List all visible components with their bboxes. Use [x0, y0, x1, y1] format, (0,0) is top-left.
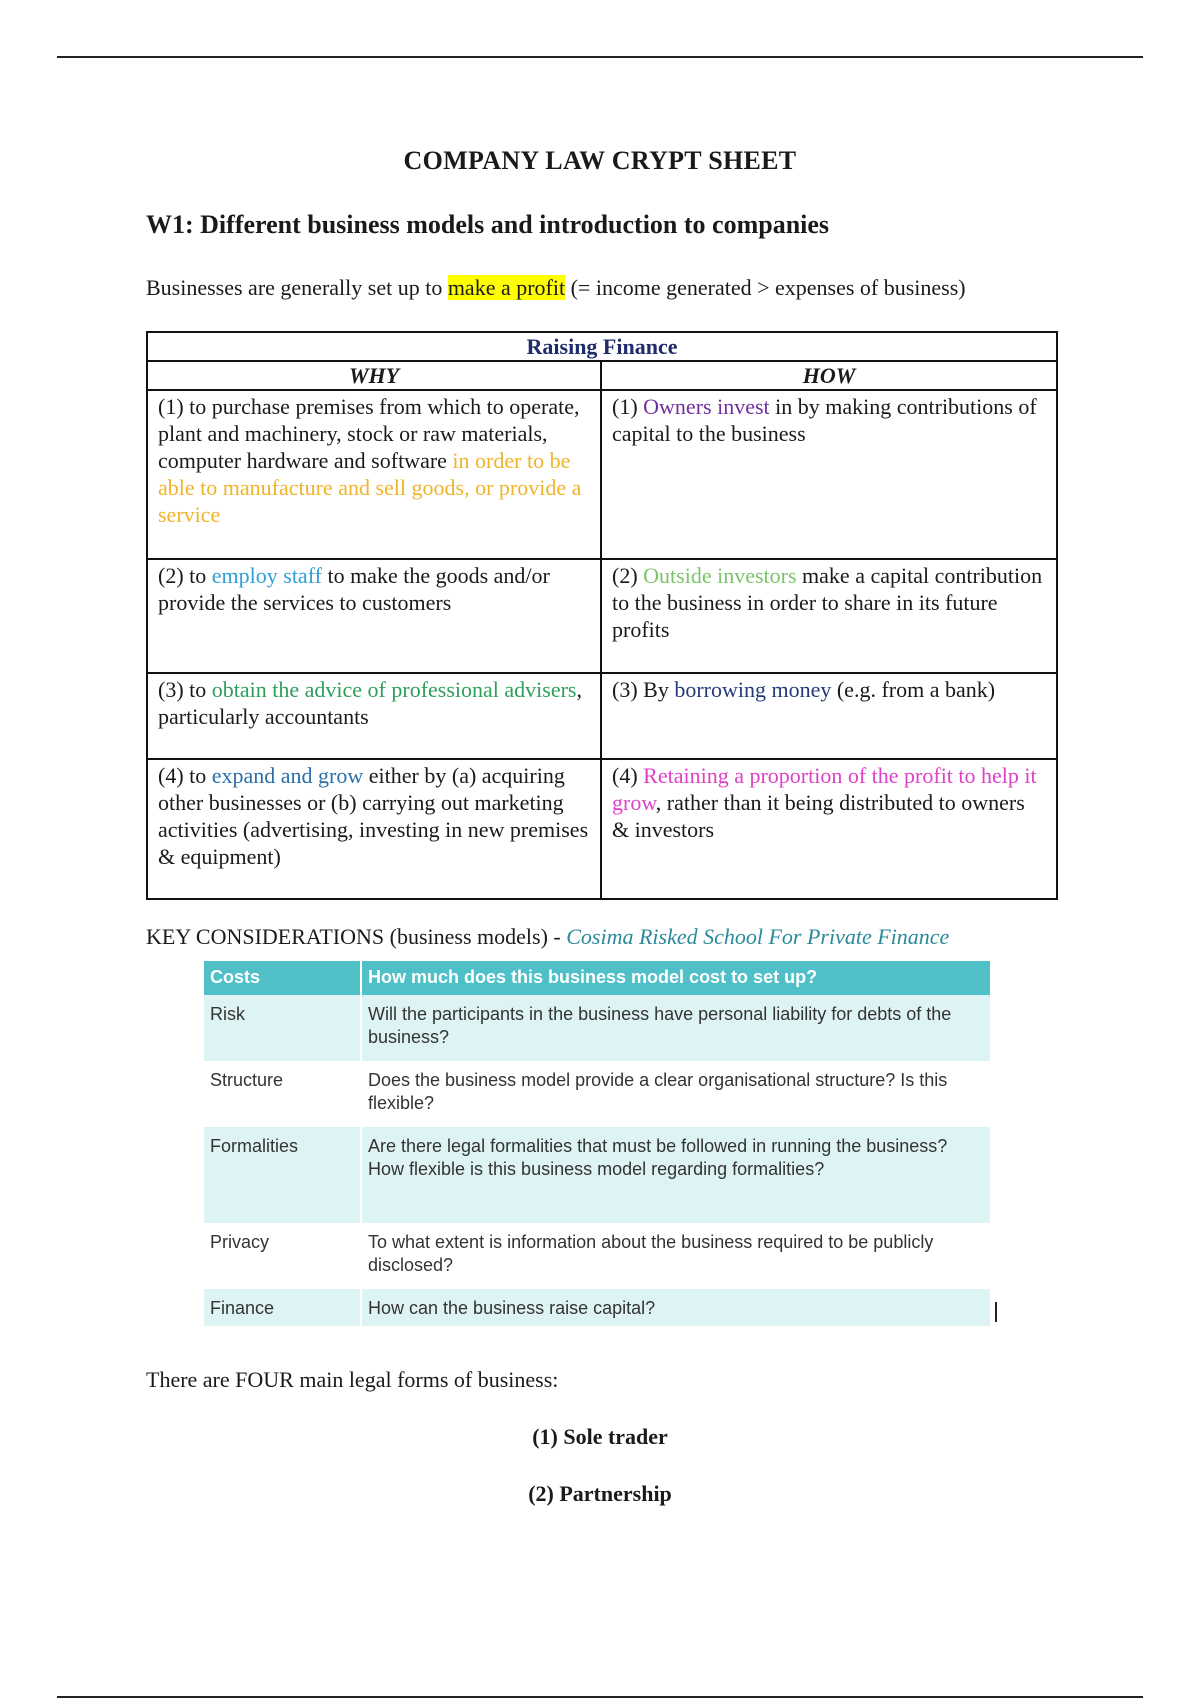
intro-before: Businesses are generally set up to [146, 275, 448, 300]
intro-highlight: make a profit [447, 275, 566, 300]
table-row [147, 759, 1057, 899]
header-term: Costs [203, 961, 361, 995]
legal-form-item: (1) Sole trader [532, 1424, 668, 1449]
document-title: COMPANY LAW CRYPT SHEET [403, 146, 797, 175]
why-cell: (1) to purchase premises from which to operate, plant and machinery, stock or raw materials, computer hardware and software in order to be able to manufacture and sell goods, or provide a service [147, 390, 601, 559]
key-considerations-heading: KEY CONSIDERATIONS (business models) - Cosima Risked School For Private Finance [146, 924, 950, 949]
how-cell: (3) By borrowing money (e.g. from a bank) [601, 673, 1057, 759]
header-question: How much does this business model cost to set up? [361, 961, 990, 995]
question-cell: To what extent is information about the business required to be publicly disclosed? [361, 1223, 990, 1289]
table-row [147, 390, 1057, 559]
raising-finance-table [146, 331, 1058, 900]
table-row [147, 559, 1057, 673]
question-cell: How can the business raise capital? [361, 1289, 990, 1326]
legal-forms-intro: There are FOUR main legal forms of business: [146, 1367, 559, 1392]
section-heading: W1: Different business models and introduction to companies [146, 210, 830, 239]
how-cell: (4) Retaining a proportion of the profit to help it grow, rather than it being distributed to owners & investors [601, 759, 1057, 899]
table-row [203, 1127, 990, 1223]
key-considerations-table [202, 961, 990, 1326]
finance-table-title: Raising Finance [147, 332, 1057, 361]
question-cell: Does the business model provide a clear organisational structure? Is this flexible? [361, 1061, 990, 1127]
why-header: WHY [147, 361, 601, 390]
why-cell: (4) to expand and grow either by (a) acquiring other businesses or (b) carrying out marketing activities (advertising, investing in new premises & equipment) [147, 759, 601, 899]
how-cell: (2) Outside investors make a capital contribution to the business in order to share in its future profits [601, 559, 1057, 673]
legal-form-item: (2) Partnership [528, 1481, 672, 1506]
intro-paragraph [146, 275, 966, 301]
question-cell: Are there legal formalities that must be followed in running the business? How flexible is this business model regarding formalities? [361, 1127, 990, 1223]
term-cell: Structure [203, 1061, 361, 1127]
table-row [147, 673, 1057, 759]
table-header-row [203, 961, 990, 995]
how-cell: (1) Owners invest in by making contributions of capital to the business [601, 390, 1057, 559]
term-cell: Privacy [203, 1223, 361, 1289]
bottom-rule [57, 1696, 1143, 1698]
how-header: HOW [601, 361, 1057, 390]
text-cursor [995, 1302, 997, 1322]
table-row [203, 1061, 990, 1127]
intro-after: (= income generated > expenses of business) [565, 275, 966, 300]
why-cell: (2) to employ staff to make the goods and/or provide the services to customers [147, 559, 601, 673]
top-rule [57, 56, 1143, 58]
why-cell: (3) to obtain the advice of professional advisers, particularly accountants [147, 673, 601, 759]
question-cell: Will the participants in the business have personal liability for debts of the business? [361, 995, 990, 1061]
term-cell: Risk [203, 995, 361, 1061]
term-cell: Finance [203, 1289, 361, 1326]
term-cell: Formalities [203, 1127, 361, 1223]
table-row [203, 1223, 990, 1289]
table-row [203, 995, 990, 1061]
mnemonic: Cosima Risked School For Private Finance [566, 924, 950, 949]
table-row [203, 1289, 990, 1326]
